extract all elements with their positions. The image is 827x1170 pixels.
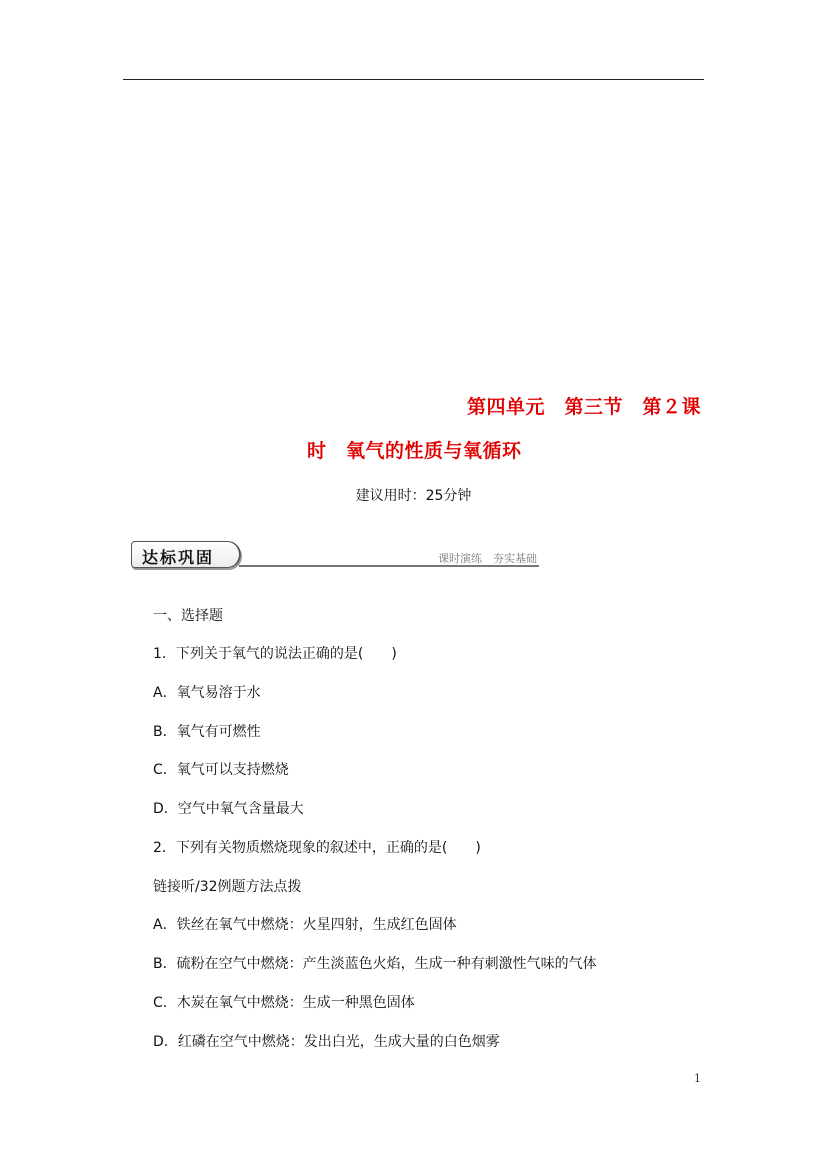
- question-2-option-a: A．铁丝在氧气中燃烧：火星四射，生成红色固体: [153, 917, 457, 933]
- section-heading: 一、选择题: [153, 608, 223, 624]
- lesson-title-line-1: 第四单元 第三节 第２课: [466, 396, 701, 418]
- question-1-option-d: D．空气中氧气含量最大: [153, 801, 304, 817]
- question-2-option-d: D．红磷在空气中燃烧：发出白光，生成大量的白色烟雾: [153, 1034, 500, 1050]
- question-2-link[interactable]: 链接听/32例题方法点拨: [153, 879, 302, 895]
- question-1-option-c: C．氧气可以支持燃烧: [153, 762, 289, 778]
- question-2-stem: 2．下列有关物质燃烧现象的叙述中，正确的是( ): [153, 840, 481, 856]
- question-1-option-b: B．氧气有可燃性: [153, 724, 261, 740]
- page-number: 1: [694, 1072, 701, 1085]
- suggested-time: 建议用时：25分钟: [355, 488, 472, 504]
- question-2-option-b: B．硫粉在空气中燃烧：产生淡蓝色火焰，生成一种有刺激性气味的气体: [153, 956, 597, 972]
- banner-tab: [131, 541, 241, 568]
- question-2-option-c: C．木炭在氧气中燃烧：生成一种黑色固体: [153, 995, 415, 1011]
- question-1-option-a: A．氧气易溶于水: [153, 685, 261, 701]
- banner-subtitle: 课时演练 夯实基础: [438, 552, 537, 565]
- lesson-title-line-2: 时 氧气的性质与氧循环: [307, 440, 522, 462]
- section-banner: [131, 541, 539, 569]
- header-rule: [123, 79, 704, 80]
- banner-tab-label: 达标巩固: [142, 548, 215, 567]
- question-1-stem: 1．下列关于氧气的说法正确的是( ): [153, 646, 397, 662]
